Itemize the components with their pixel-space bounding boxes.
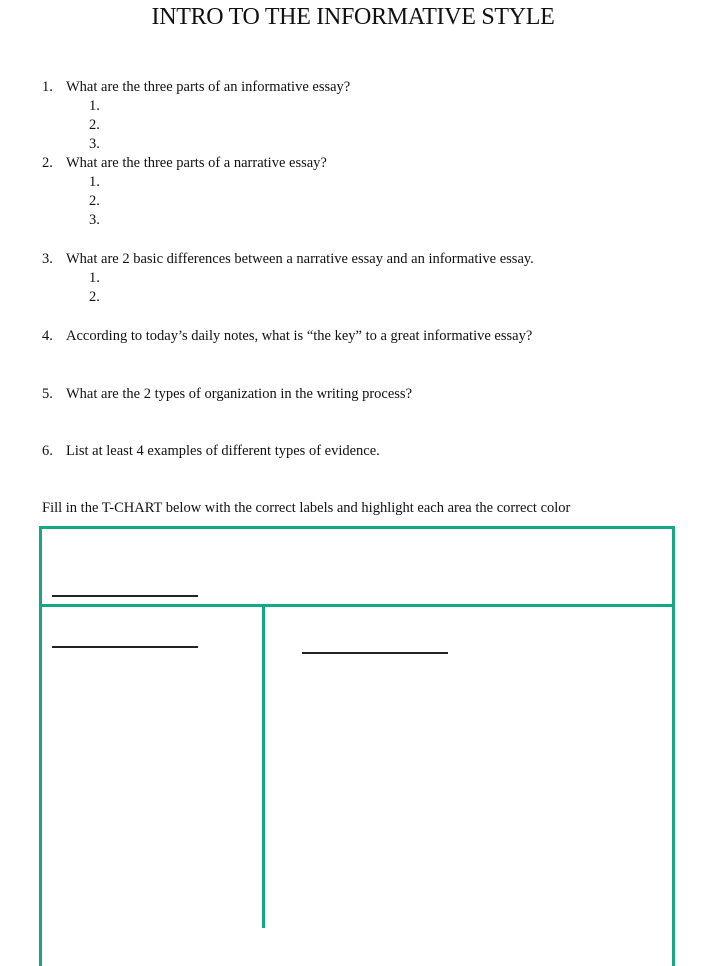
answer-item: 2.	[89, 289, 100, 305]
t-chart-frame	[39, 526, 675, 966]
question-5	[42, 386, 412, 403]
question-text: What are the three parts of a narrative essay?	[66, 155, 327, 171]
label-blank-right[interactable]	[302, 652, 448, 654]
question-number: 3.	[42, 251, 53, 267]
question-2	[42, 155, 327, 172]
t-chart-divider-vertical	[262, 607, 265, 928]
question-text: According to today’s daily notes, what is “the key” to a great informative essay?	[66, 328, 533, 344]
question-number: 5.	[42, 386, 53, 402]
label-blank-left[interactable]	[52, 646, 198, 648]
question-number: 4.	[42, 328, 53, 344]
question-text: List at least 4 examples of different types of evidence.	[66, 443, 380, 459]
question-text: What are the three parts of an informative essay?	[66, 79, 351, 95]
answer-item: 2.	[89, 117, 100, 133]
question-number: 1.	[42, 79, 53, 95]
question-6	[42, 443, 380, 460]
answer-item: 1.	[89, 270, 100, 286]
question-text: What are the 2 types of organization in the writing process?	[66, 386, 413, 402]
answer-item: 1.	[89, 174, 100, 190]
question-text: What are 2 basic differences between a narrative essay and an informative essay.	[66, 251, 534, 267]
answer-item: 2.	[89, 193, 100, 209]
question-3	[42, 251, 534, 268]
answer-item: 3.	[89, 136, 100, 152]
answer-item: 3.	[89, 212, 100, 228]
label-blank-top[interactable]	[52, 595, 198, 597]
page-title: INTRO TO THE INFORMATIVE STYLE	[151, 4, 555, 30]
instruction-text: Fill in the T-CHART below with the correct labels and highlight each area the correct color	[42, 500, 571, 516]
question-number: 6.	[42, 443, 53, 459]
question-4	[42, 328, 532, 345]
t-chart-divider-horizontal	[39, 604, 675, 607]
question-number: 2.	[42, 155, 53, 171]
answer-item: 1.	[89, 98, 100, 114]
question-1	[42, 79, 350, 96]
